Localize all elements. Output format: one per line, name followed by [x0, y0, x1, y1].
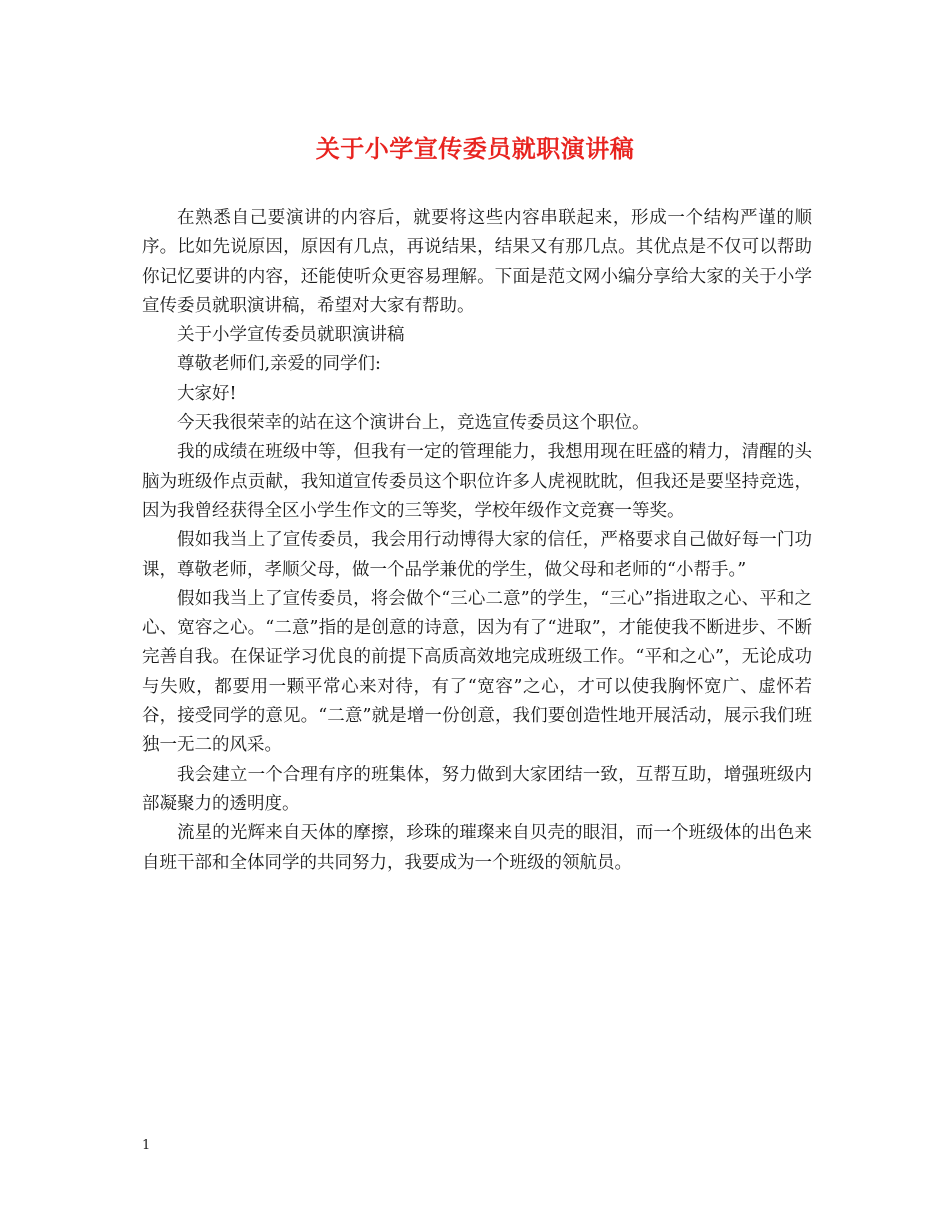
paragraph-promise-1: 假如我当上了宣传委员，我会用行动博得大家的信任，严格要求自己做好每一门功课，尊敬老师，孝顺父母，做一个品学兼优的学生，做父母和老师的“小帮手。” — [142, 530, 812, 580]
paragraph-intro: 在熟悉自己要演讲的内容后，就要将这些内容串联起来，形成一个结构严谨的顺序。比如先说原因，原因有几点，再说结果，结果又有那几点。其优点是不仅可以帮助你记忆要讲的内容，还能使听众更容易理解。下面是范文网小编分享给大家的关于小学宣传委员就职演讲稿，希望对大家有帮助。 — [142, 208, 812, 316]
paragraph-opening: 今天我很荣幸的站在这个演讲台上，竞选宣传委员这个职位。 — [177, 413, 650, 434]
paragraph-promise-2: 假如我当上了宣传委员，将会做个“三心二意”的学生，“三心”指进取之心、平和之心、宽容之心。“二意”指的是创意的诗意，因为有了“进取”，才能使我不断进步、不断完善自我。在保证学习优良的前提下高质高效地完成班级工作。“平和之心”，无论成功与失败，都要用一颗平常心来对待，有了“宽容”之心，才可以使我胸怀宽广、虚怀若谷，接受同学的意见。“二意”就是增一份创意，我们要创造性地开展活动，展示我们班独一无二的风采。 — [142, 588, 812, 756]
paragraph-greeting: 大家好! — [177, 383, 237, 404]
paragraph-qualifications: 我的成绩在班级中等，但我有一定的管理能力，我想用现在旺盛的精力，清醒的头脑为班级作点贡献，我知道宣传委员这个职位许多人虎视眈眈，但我还是要坚持竞选，因为我曾经获得全区小学生作文的三等奖，学校年级作文竞赛一等奖。 — [142, 442, 812, 521]
paragraph-closing: 流星的光辉来自天体的摩擦，珍珠的璀璨来自贝壳的眼泪，而一个班级体的出色来自班干部和全体同学的共同努力，我要成为一个班级的领航员。 — [142, 823, 812, 873]
document-body — [142, 204, 812, 878]
paragraph-promise-3: 我会建立一个合理有序的班集体，努力做到大家团结一致，互帮互助，增强班级内部凝聚力的透明度。 — [142, 764, 812, 814]
page-number: 1 — [142, 1138, 151, 1153]
paragraph-subtitle: 关于小学宣传委员就职演讲稿 — [177, 325, 405, 346]
paragraph-salutation: 尊敬老师们,亲爱的同学们: — [177, 354, 381, 375]
document-title: 关于小学宣传委员就职演讲稿 — [315, 134, 635, 163]
